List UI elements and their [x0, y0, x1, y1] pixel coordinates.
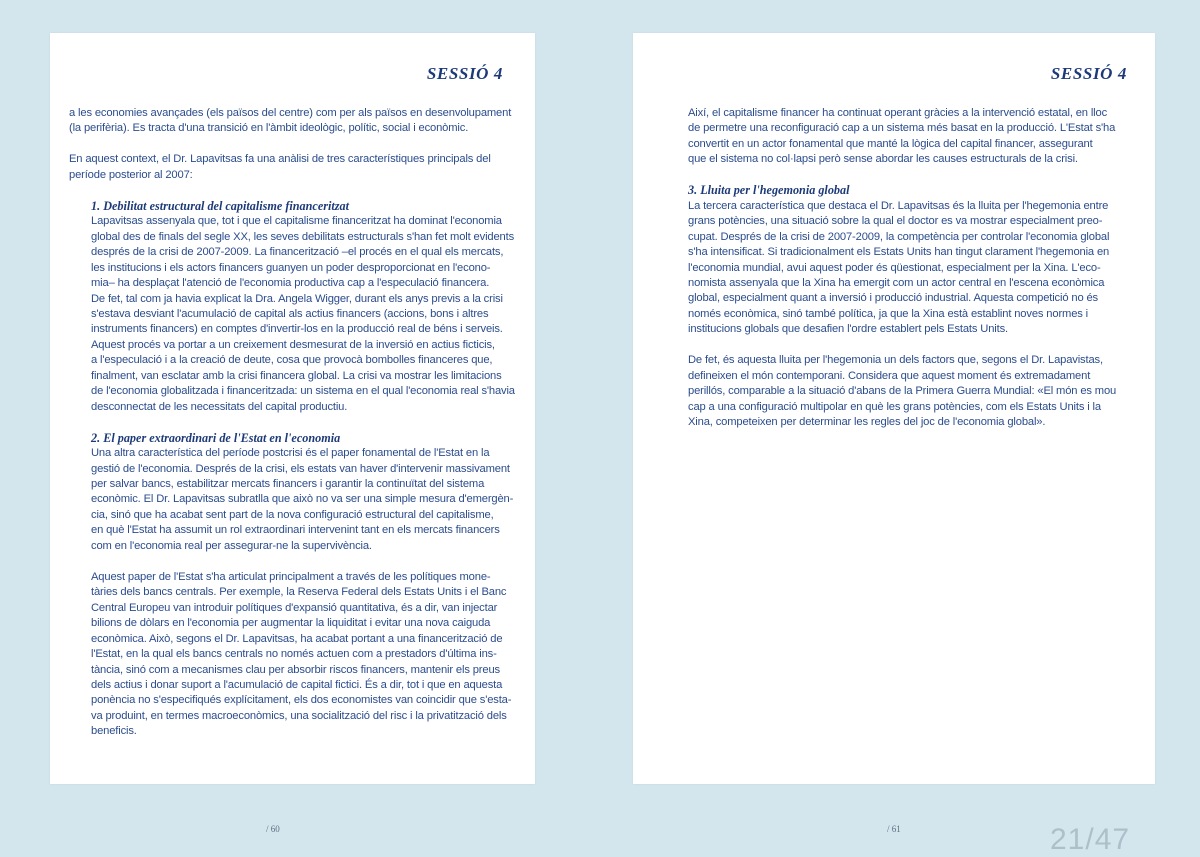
text-line: Així, el capitalisme financer ha continuat operant gràcies a la intervenció estatal, en lloc — [688, 107, 1108, 119]
text-line: gestió de l'economia. Després de la crisi, els estats van haver d'intervenir massivament — [91, 462, 510, 475]
text-line: mia– ha desplaçat l'atenció de l'economia productiva cap a l'especulació financera. — [91, 277, 490, 290]
text-line: cia, sinó que ha acabat sent part de la nova configuració estructural del capitalisme, — [91, 508, 494, 521]
text-line: en què l'Estat ha assumit un rol extraordinari intervenint tant en els mercats financers — [91, 524, 500, 537]
text-line: global des de finals del segle XX, les seves debilitats estructurals s'han fet molt evidents — [91, 230, 515, 243]
right-page — [633, 33, 1155, 784]
text-line: Aquest procés va portar a un creixement desmesurat de la inversió en actius ficticis, — [91, 338, 495, 351]
text-line: tàries dels bancs centrals. Per exemple, la Reserva Federal dels Estats Units i el Banc — [91, 586, 507, 599]
text-line: En aquest context, el Dr. Lapavitsas fa una anàlisi de tres característiques principals del — [69, 153, 491, 166]
text-line: global, especialment quant a inversió i producció industrial. Aquesta competició no és — [688, 292, 1098, 305]
text-line: econòmic. El Dr. Lapavitsas subratlla que això no va ser una simple mesura d'emergèn- — [91, 493, 514, 506]
text-line: (la perifèria). Es tracta d'una transició en l'àmbit ideològic, polític, social i econòmic. — [69, 122, 469, 135]
text-line: a les economies avançades (els països del centre) com per als països en desenvolupament — [69, 107, 512, 119]
text-line: dels actius i donar suport a l'acumulació de capital fictici. És a dir, tot i que en aquesta — [91, 678, 503, 691]
text-line: Aquest paper de l'Estat s'ha articulat principalment a través de les polítiques mone- — [91, 570, 491, 583]
left-page — [50, 33, 535, 784]
text-line: defineixen el món contemporani. Considera que aquest moment és extremadament — [688, 369, 1091, 382]
text-line: les institucions i els actors financers guanyen un poder desproporcionat en l'econo- — [91, 261, 491, 274]
text-line: cupat. Després de la crisi de 2007-2009, la competència per controlar l'economia global — [688, 230, 1110, 243]
text-line: per salvar bancs, estabilitzar mercats financers i garantir la continuïtat del sistema — [91, 478, 485, 491]
text-line: l'Estat, en la qual els bancs centrals no només actuen com a prestadors d'última ins- — [91, 648, 497, 661]
text-line: perillós, comparable a la situació d'abans de la Primera Guerra Mundial: «El món es mou — [688, 385, 1117, 398]
text-line: de permetre una reconfiguració cap a un sistema més basat en la producció. L'Estat s'ha — [688, 122, 1116, 135]
text-line: a l'especulació i a la creació de deute, cosa que provocà bombolles financeres que, — [91, 354, 493, 367]
text-line: com en l'economia real per assegurar-ne la supervivència. — [91, 539, 372, 552]
text-line: De fet, és aquesta lluita per l'hegemonia un dels factors que, segons el Dr. Lapavistas, — [688, 354, 1103, 367]
text-line: nomista assenyala que la Xina ha emergit com un actor central en l'escena econòmica — [688, 277, 1105, 290]
text-line: l'economia mundial, avui aquest poder és qüestionat, especialment per la Xina. L'eco- — [688, 261, 1101, 274]
session-heading: SESSIÓ 4 — [426, 64, 503, 83]
text-line: La tercera característica que destaca el Dr. Lapavitsas és la lluita per l'hegemonia entre — [688, 199, 1109, 212]
page-number-right: / 61 — [887, 824, 901, 834]
text-line: de l'economia globalitzada i financeritzada: un sistema en el qual l'economia real s'havia — [91, 385, 515, 398]
text-line: instruments financers) en comptes d'invertir-los en la producció real de béns i serveis. — [91, 323, 503, 336]
text-line: període posterior al 2007: — [69, 168, 193, 181]
page-counter: 21/47 — [1050, 823, 1131, 856]
page-number-left: / 60 — [266, 824, 280, 834]
text-line: desconnectat de les necessitats del capital productiu. — [91, 400, 348, 413]
text-line: econòmica. Això, segons el Dr. Lapavitsas, ha acabat portant a una financerització de — [91, 632, 503, 645]
text-line: grans potències, una situació sobre la qual el doctor es va mostrar especialment preo- — [688, 215, 1103, 228]
text-line: s'estava desviant l'acumulació de capital als actius financers (accions, bons i altres — [91, 307, 489, 320]
text-line: Lapavitsas assenyala que, tot i que el capitalisme financeritzat ha dominat l'economia — [91, 215, 502, 228]
text-line: que el sistema no col·lapsi però sense abordar les causes estructurals de la crisi. — [688, 153, 1078, 166]
text-line: tància, sinó com a mecanismes clau per absorbir riscos financers, mantenir els preus — [91, 663, 500, 676]
text-line: Una altra característica del període postcrisi és el paper fonamental de l'Estat en la — [91, 447, 490, 460]
left-page-body — [69, 106, 519, 740]
session-heading: SESSIÓ 4 — [1050, 64, 1127, 83]
text-line: només econòmica, sinó també política, ja que la Xina està establint noves normes i — [688, 307, 1088, 320]
text-line: finalment, van esclatar amb la crisi financera global. La crisi va mostrar les limitacions — [91, 369, 502, 382]
text-line: beneficis. — [91, 725, 137, 738]
text-line: ponència no s'especifiqués explícitament, els dos economistes van coincidir que s'esta- — [91, 694, 512, 707]
text-line: va produint, en termes macroeconòmics, una socialització del risc i la privatització dels — [91, 709, 507, 722]
text-line: bilions de dòlars en l'economia per augmentar la liquiditat i evitar una nova caiguda — [91, 617, 491, 630]
text-line: Central Europeu van introduir polítiques d'expansió quantitativa, és a dir, van injectar — [91, 601, 498, 614]
text-line: De fet, tal com ja havia explicat la Dra. Angela Wigger, durant els anys previs a la crisi — [91, 292, 503, 305]
text-line: s'ha intensificat. Si tradicionalment els Estats Units han tingut clarament l'hegemonia en — [688, 246, 1110, 259]
text-line: institucions globals que desafien l'ordre establert pels Estats Units. — [688, 323, 1008, 336]
section-1 — [69, 199, 519, 740]
text-line: Xina, competeixen per determinar les regles del joc de l'economia global». — [688, 416, 1046, 429]
right-page-body — [688, 106, 1117, 431]
text-line: convertit en un actor fonamental que manté la lògica del capital financer, assegurant — [688, 137, 1093, 150]
section-heading: 2. El paper extraordinari de l'Estat en l'economia — [91, 430, 341, 445]
section-heading: 3. Lluita per l'hegemonia global — [688, 183, 850, 198]
text-line: després de la crisi de 2007-2009. La financerització –el procés en el qual els mercats, — [91, 246, 504, 259]
text-line: cap a una configuració multipolar en què les grans potències, com els Estats Units i la — [688, 400, 1101, 413]
section-heading: 1. Debilitat estructural del capitalisme financeritzat — [91, 198, 349, 213]
